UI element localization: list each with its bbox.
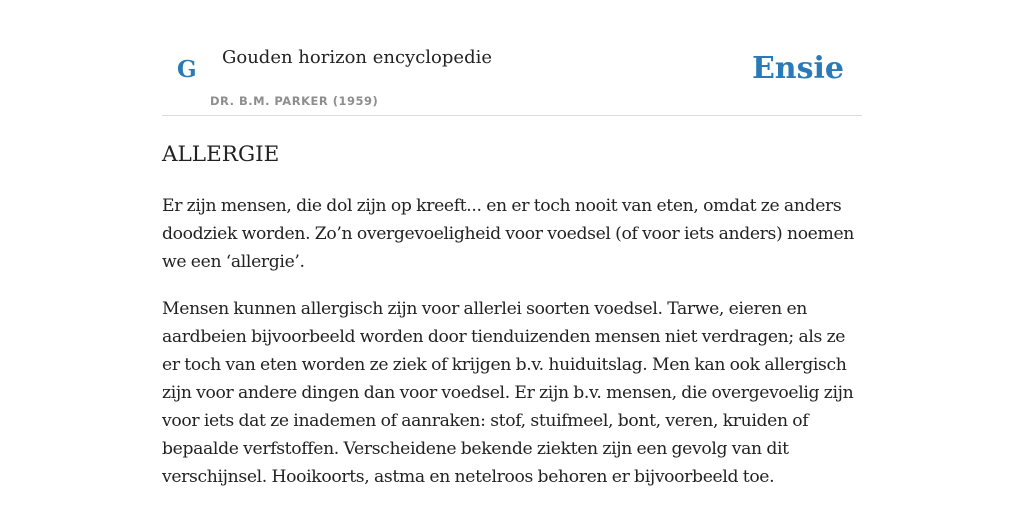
entry-paragraph: Er zijn mensen, die dol zijn op kreeft... en er toch nooit van eten, omdat ze anders doodziek worden. Zo’n overgevoeligheid voor voedsel (of voor iets anders) noemen we een ‘allergie’.	[162, 196, 854, 272]
page	[162, 0, 862, 512]
brand-logo-link[interactable]: Ensie	[751, 51, 844, 86]
header	[162, 0, 862, 116]
entry-body	[162, 192, 862, 510]
entry-paragraph: Mensen kunnen allergisch zijn voor allerlei soorten voedsel. Tarwe, eieren en aardbeien bijvoorbeeld worden door tienduizenden mensen niet verdragen; als ze er toch van eten worden ze ziek of krijgen b.v. huiduitslag. Men kan ook allergisch zijn voor andere dingen dan voor voedsel. Er zijn b.v. mensen, die overgevoelig zijn voor iets dat ze inademen of aanraken: stof, stuifmeel, bont, veren, kruiden of bepaalde verfstoffen. Verscheidene bekende ziekten zijn een gevolg van dit verschijnsel. Hooikoorts, astma en netelroos behoren er bijvoorbeeld toe.	[162, 299, 854, 487]
book-author: DR. B.M. PARKER (1959)	[210, 94, 379, 108]
book-title-link[interactable]: Gouden horizon encyclopedie	[222, 47, 492, 68]
book-letter-icon[interactable]: G	[177, 56, 197, 83]
entry-title: ALLERGIE	[162, 142, 280, 167]
